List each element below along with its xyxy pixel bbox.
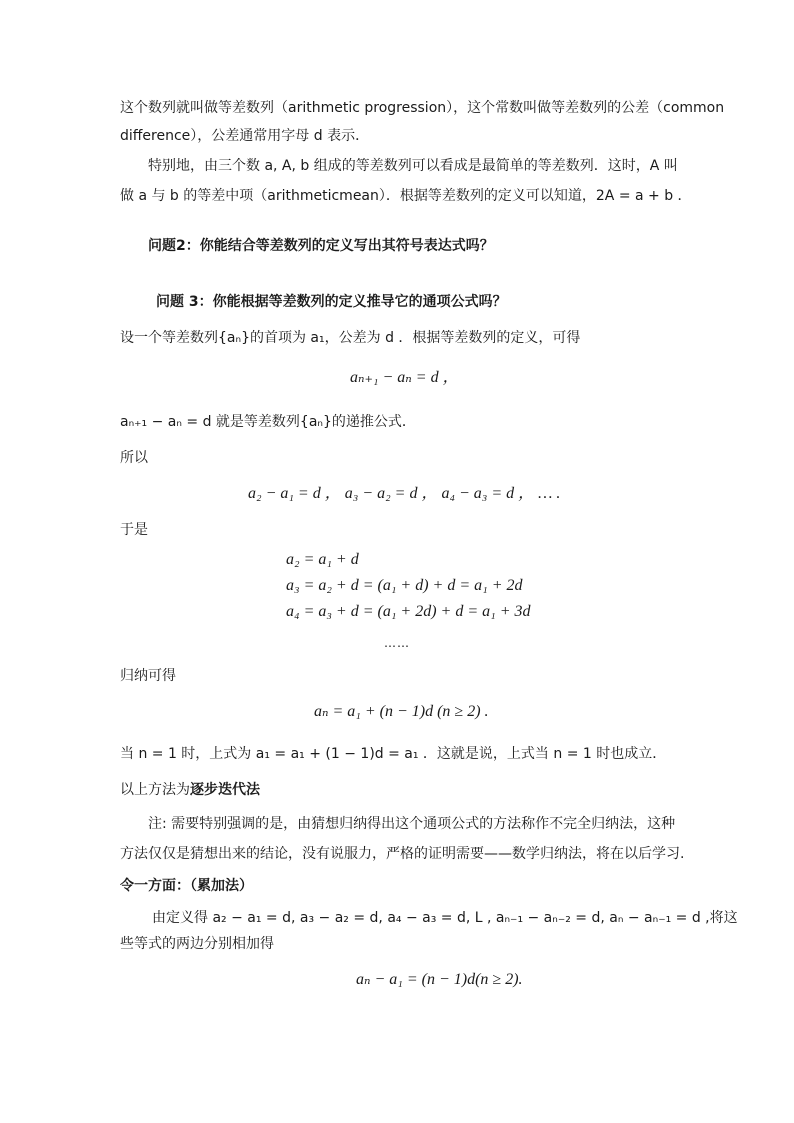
method-prefix: 以上方法为 xyxy=(120,782,190,798)
text-line-sum-both-sides: 些等式的两边分别相加得 xyxy=(120,936,274,952)
text-line-special-case: 特别地，由三个数 a, A, b 组成的等差数列可以看成是最简单的等差数列．这时，A 叫 xyxy=(148,158,678,174)
text-line-note-continued: 方法仅仅是猜想出来的结论，没有说服力，严格的证明需要——数学归纳法，将在以后学习. xyxy=(120,846,685,862)
method-name: 逐步迭代法 xyxy=(190,782,260,798)
equation-a3: a₃ = a₂ + d = (a₁ + d) + d = a₁ + 2d xyxy=(286,577,523,594)
text-line-recurrence-formula: aₙ₊₁ − aₙ = d 就是等差数列{aₙ}的递推公式． xyxy=(120,414,416,430)
text-line-common-difference: difference），公差通常用字母 d 表示． xyxy=(120,128,370,144)
text-line-by-definition: 由定义得 a₂ − a₁ = d, a₃ − a₂ = d, a₄ − a₃ = d, L , aₙ₋₁ − aₙ₋₂ = d, aₙ − aₙ₋₁ = d ,将这 xyxy=(152,910,738,926)
text-line-thus: 于是 xyxy=(120,522,148,538)
equation-recurrence: aₙ₊₁ − aₙ = d ， xyxy=(350,369,459,386)
equation-accumulated: aₙ − a₁ = (n − 1)d(n ≥ 2). xyxy=(356,971,523,988)
equation-a4: a₄ = a₃ + d = (a₁ + 2d) + d = a₁ + 3d xyxy=(286,603,531,620)
question-3: 问题 3：你能根据等差数列的定义推导它的通项公式吗？ xyxy=(156,294,507,310)
text-line-arithmetic-mean: 做 a 与 b 的等差中项（arithmeticmean）．根据等差数列的定义可以知道，2A = a + b ． xyxy=(120,188,692,204)
text-line-method xyxy=(120,780,260,800)
equation-a2: a₂ = a₁ + d xyxy=(286,551,359,568)
equation-differences: a₂ − a₁ = d ， a₃ − a₂ = d ， a₄ − a₃ = d ， … . xyxy=(248,485,561,502)
text-line-setup: 设一个等差数列{aₙ}的首项为 a₁，公差为 d ．根据等差数列的定义，可得 xyxy=(120,330,581,346)
heading-accumulation-method: 令一方面：（累加法） xyxy=(120,878,253,894)
ellipsis: …… xyxy=(384,636,410,650)
equation-general-term: aₙ = a₁ + (n − 1)d (n ≥ 2) . xyxy=(314,703,489,720)
question-2: 问题2：你能结合等差数列的定义写出其符号表达式吗？ xyxy=(148,238,494,254)
text-line-therefore: 所以 xyxy=(120,450,148,466)
text-line-note: 注: 需要特别强调的是，由猜想归纳得出这个通项公式的方法称作不完全归纳法，这种 xyxy=(148,816,676,832)
text-line-induction: 归纳可得 xyxy=(120,668,176,684)
text-line-n-equals-1: 当 n = 1 时，上式为 a₁ = a₁ + (1 − 1)d = a₁ ．这就是说，上式当 n = 1 时也成立． xyxy=(120,746,667,762)
text-line-definition: 这个数列就叫做等差数列（arithmetic progression），这个常数叫做等差数列的公差（common xyxy=(120,100,725,116)
